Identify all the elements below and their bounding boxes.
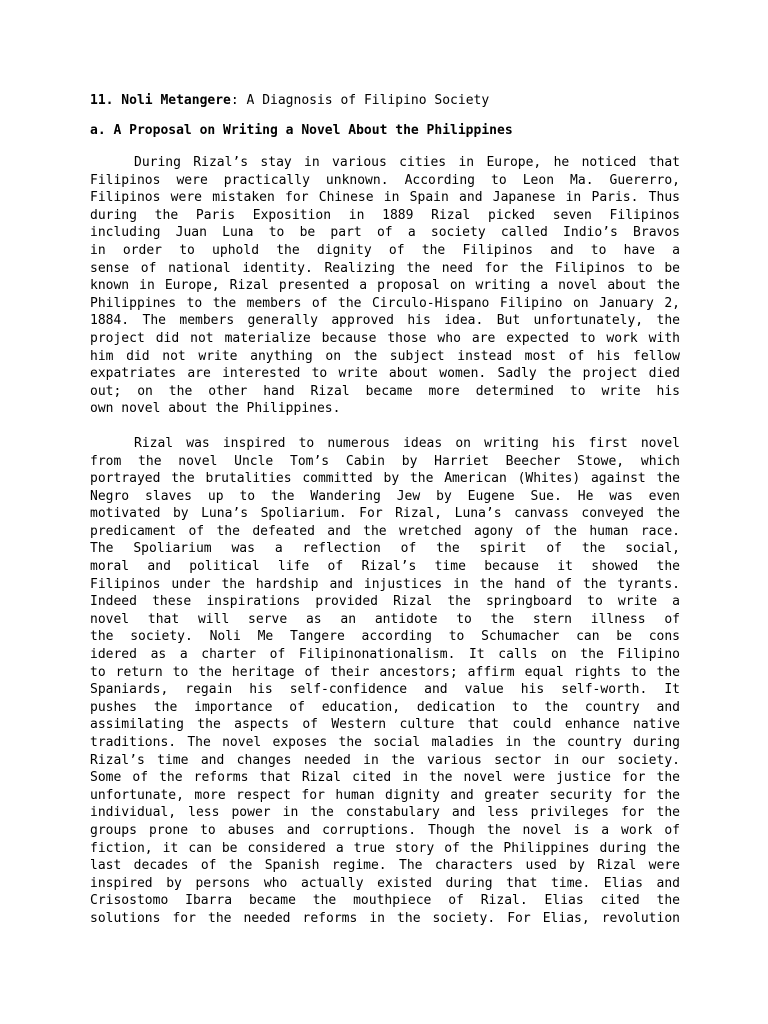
paragraph-line: novel that will serve as an antidote to the stern illness of xyxy=(90,611,680,627)
section-heading xyxy=(90,92,680,110)
paragraph xyxy=(90,435,680,928)
paragraph-line: The Spoliarium was a reflection of the spirit of the social, xyxy=(90,541,680,557)
paragraph-line: during the Paris Exposition in 1889 Rizal picked seven Filipinos xyxy=(90,207,680,223)
paragraph-line: out; on the other hand Rizal became more determined to write his xyxy=(90,383,680,399)
paragraph-line: sense of national identity. Realizing the need for the Filipinos to be xyxy=(90,260,680,276)
paragraph-line: Philippines to the members of the Circulo-Hispano Filipino on January 2, xyxy=(90,295,680,311)
paragraph-line: known in Europe, Rizal presented a proposal on writing a novel about the xyxy=(90,278,680,294)
paragraph-line: portrayed the brutalities committed by the American (Whites) against the xyxy=(90,471,680,487)
paragraph-line: in order to uphold the dignity of the Filipinos and to have a xyxy=(90,242,680,258)
paragraph-line: Filipinos were mistaken for Chinese in Spain and Japanese in Paris. Thus xyxy=(90,190,680,206)
paragraph-line: to return to the heritage of their ancestors; affirm equal rights to the xyxy=(90,664,680,680)
paragraph-line: Rizal was inspired to numerous ideas on writing his first novel xyxy=(134,435,680,451)
paragraph-line: predicament of the defeated and the wretched agony of the human race. xyxy=(90,523,680,539)
paragraph-line: solutions for the needed reforms in the society. For Elias, revolution xyxy=(90,910,680,926)
paragraph-line: project did not materialize because those who are expected to work with xyxy=(90,330,680,346)
paragraph-line: Crisostomo Ibarra became the mouthpiece of Rizal. Elias cited the xyxy=(90,893,680,909)
paragraph-line: from the novel Uncle Tom’s Cabin by Harriet Beecher Stowe, which xyxy=(90,453,680,469)
paragraph-line: Some of the reforms that Rizal cited in the novel were justice for the xyxy=(90,770,680,786)
paragraph xyxy=(90,154,680,418)
paragraph-line: 1884. The members generally approved his idea. But unfortunately, the xyxy=(90,313,680,329)
paragraph-line: assimilating the aspects of Western culture that could enhance native xyxy=(90,717,680,733)
paragraph-line: including Juan Luna to be part of a society called Indio’s Bravos xyxy=(90,225,680,241)
paragraph-line: last decades of the Spanish regime. The characters used by Rizal were xyxy=(90,858,680,874)
paragraph-line: unfortunate, more respect for human dignity and greater security for the xyxy=(90,787,680,803)
paragraph-line: fiction, it can be considered a true story of the Philippines during the xyxy=(90,840,680,856)
paragraph-line: individual, less power in the constabulary and less privileges for the xyxy=(90,805,680,821)
paragraph-line: Rizal’s time and changes needed in the various sector in our society. xyxy=(90,752,680,768)
paragraph-line: Indeed these inspirations provided Rizal the springboard to write a xyxy=(90,594,680,610)
paragraph-gap xyxy=(90,418,680,435)
paragraph-line: motivated by Luna’s Spoliarium. For Rizal, Luna’s canvass conveyed the xyxy=(90,506,680,522)
paragraph-line: own novel about the Philippines. xyxy=(90,401,341,417)
paragraph-line: During Rizal’s stay in various cities in Europe, he noticed that xyxy=(134,155,680,170)
section-number: 11. Noli Metangere xyxy=(90,93,231,108)
paragraph-line: idered as a charter of Filipinonationalism. It calls on the Filipino xyxy=(90,647,680,663)
paragraph-line: Negro slaves up to the Wandering Jew by Eugene Sue. He was even xyxy=(90,488,680,504)
document-page xyxy=(90,92,680,928)
section-title-text: : A Diagnosis of Filipino Society xyxy=(230,93,490,108)
paragraph-line: Spaniards, regain his self-confidence and value his self-worth. It xyxy=(90,682,680,698)
paragraph-line: traditions. The novel exposes the social maladies in the country during xyxy=(90,735,680,750)
paragraph-line: groups prone to abuses and corruptions. Though the novel is a work of xyxy=(90,822,680,838)
paragraph-line: pushes the importance of education, dedication to the country and xyxy=(90,699,680,715)
paragraph-line: Filipinos were practically unknown. According to Leon Ma. Guererro, xyxy=(90,172,680,188)
paragraph-line: inspired by persons who actually existed during that time. Elias and xyxy=(90,875,680,891)
paragraph-line: Filipinos under the hardship and injustices in the hand of the tyrants. xyxy=(90,576,680,592)
paragraph-line: expatriates are interested to write about women. Sadly the project died xyxy=(90,366,680,382)
paragraph-line: moral and political life of Rizal’s time because it showed the xyxy=(90,559,680,575)
paragraph-line: the society. Noli Me Tangere according to Schumacher can be cons xyxy=(90,629,680,645)
paragraph-line: him did not write anything on the subject instead most of his fellow xyxy=(90,348,680,364)
subsection-heading: a. A Proposal on Writing a Novel About the Philippines xyxy=(90,123,513,138)
